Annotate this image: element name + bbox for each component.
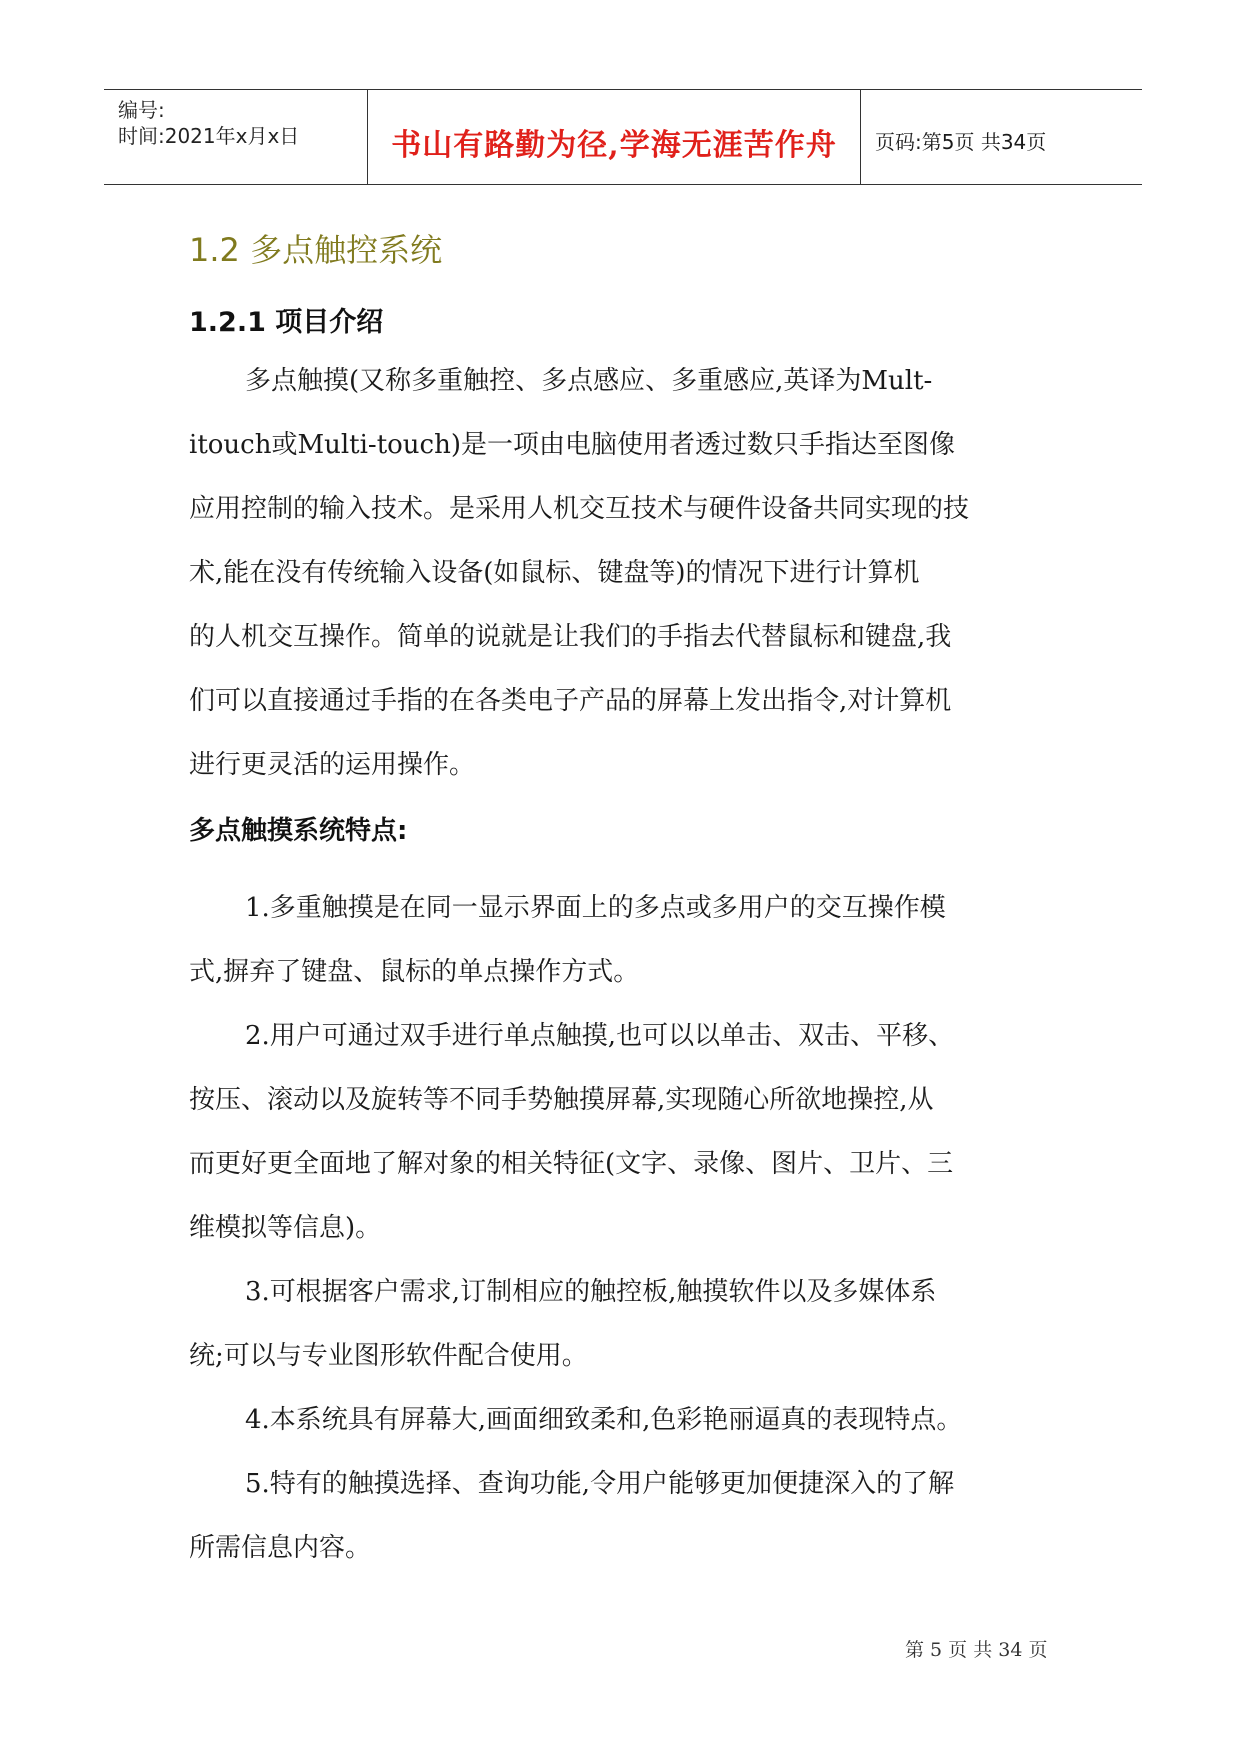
- header-motto: 书山有路勤为径,学海无涯苦作舟: [391, 128, 837, 163]
- header-page-cell: [861, 90, 1142, 184]
- feature-line: 式,摒弃了键盘、鼠标的单点操作方式。: [189, 957, 640, 987]
- page-header: [104, 89, 1142, 185]
- header-page-number: 页码:第5页 共34页: [875, 130, 1047, 154]
- feature-line: 统;可以与专业图形软件配合使用。: [189, 1341, 588, 1371]
- paragraph-line: 应用控制的输入技术。是采用人机交互技术与硬件设备共同实现的技: [189, 494, 970, 524]
- paragraph-line: itouch或Multi-touch)是一项由电脑使用者透过数只手指达至图像: [189, 430, 955, 460]
- paragraph-line: 进行更灵活的运用操作。: [189, 750, 476, 780]
- paragraph-line: 的人机交互操作。简单的说就是让我们的手指去代替鼠标和键盘,我: [189, 622, 952, 652]
- feature-line: 按压、滚动以及旋转等不同手势触摸屏幕,实现随心所欲地操控,从: [189, 1085, 934, 1115]
- page-footer: 第 5 页 共 34 页: [905, 1639, 1048, 1661]
- feature-line: 1.多重触摸是在同一显示界面上的多点或多用户的交互操作模: [245, 893, 946, 923]
- feature-line: 所需信息内容。: [189, 1533, 372, 1563]
- feature-line: 5.特有的触摸选择、查询功能,令用户能够更加便捷深入的了解: [245, 1469, 955, 1499]
- subsection-heading: 1.2.1 项目介绍: [189, 307, 384, 338]
- feature-line: 2.用户可通过双手进行单点触摸,也可以以单击、双击、平移、: [245, 1021, 955, 1051]
- paragraph-line: 多点触摸(又称多重触控、多点感应、多重感应,英译为Mult-: [245, 366, 933, 396]
- feature-line: 维模拟等信息)。: [189, 1213, 382, 1243]
- features-heading: 多点触摸系统特点:: [189, 816, 408, 846]
- header-meta-cell: [104, 90, 367, 184]
- feature-line: 4.本系统具有屏幕大,画面细致柔和,色彩艳丽逼真的表现特点。: [245, 1405, 963, 1435]
- feature-line: 而更好更全面地了解对象的相关特征(文字、录像、图片、卫片、三: [189, 1149, 954, 1179]
- section-heading: 1.2 多点触控系统: [189, 231, 443, 269]
- paragraph-line: 们可以直接通过手指的在各类电子产品的屏幕上发出指令,对计算机: [189, 686, 952, 716]
- header-motto-cell: [367, 90, 861, 184]
- features-list: [189, 876, 1069, 1580]
- feature-line: 3.可根据客户需求,订制相应的触控板,触摸软件以及多媒体系: [245, 1277, 937, 1307]
- document-number-label: 编号:: [118, 98, 165, 122]
- intro-paragraph: [189, 349, 1069, 797]
- paragraph-line: 术,能在没有传统输入设备(如鼠标、键盘等)的情况下进行计算机: [189, 558, 920, 588]
- document-time-label: 时间:2021年x月x日: [118, 124, 300, 148]
